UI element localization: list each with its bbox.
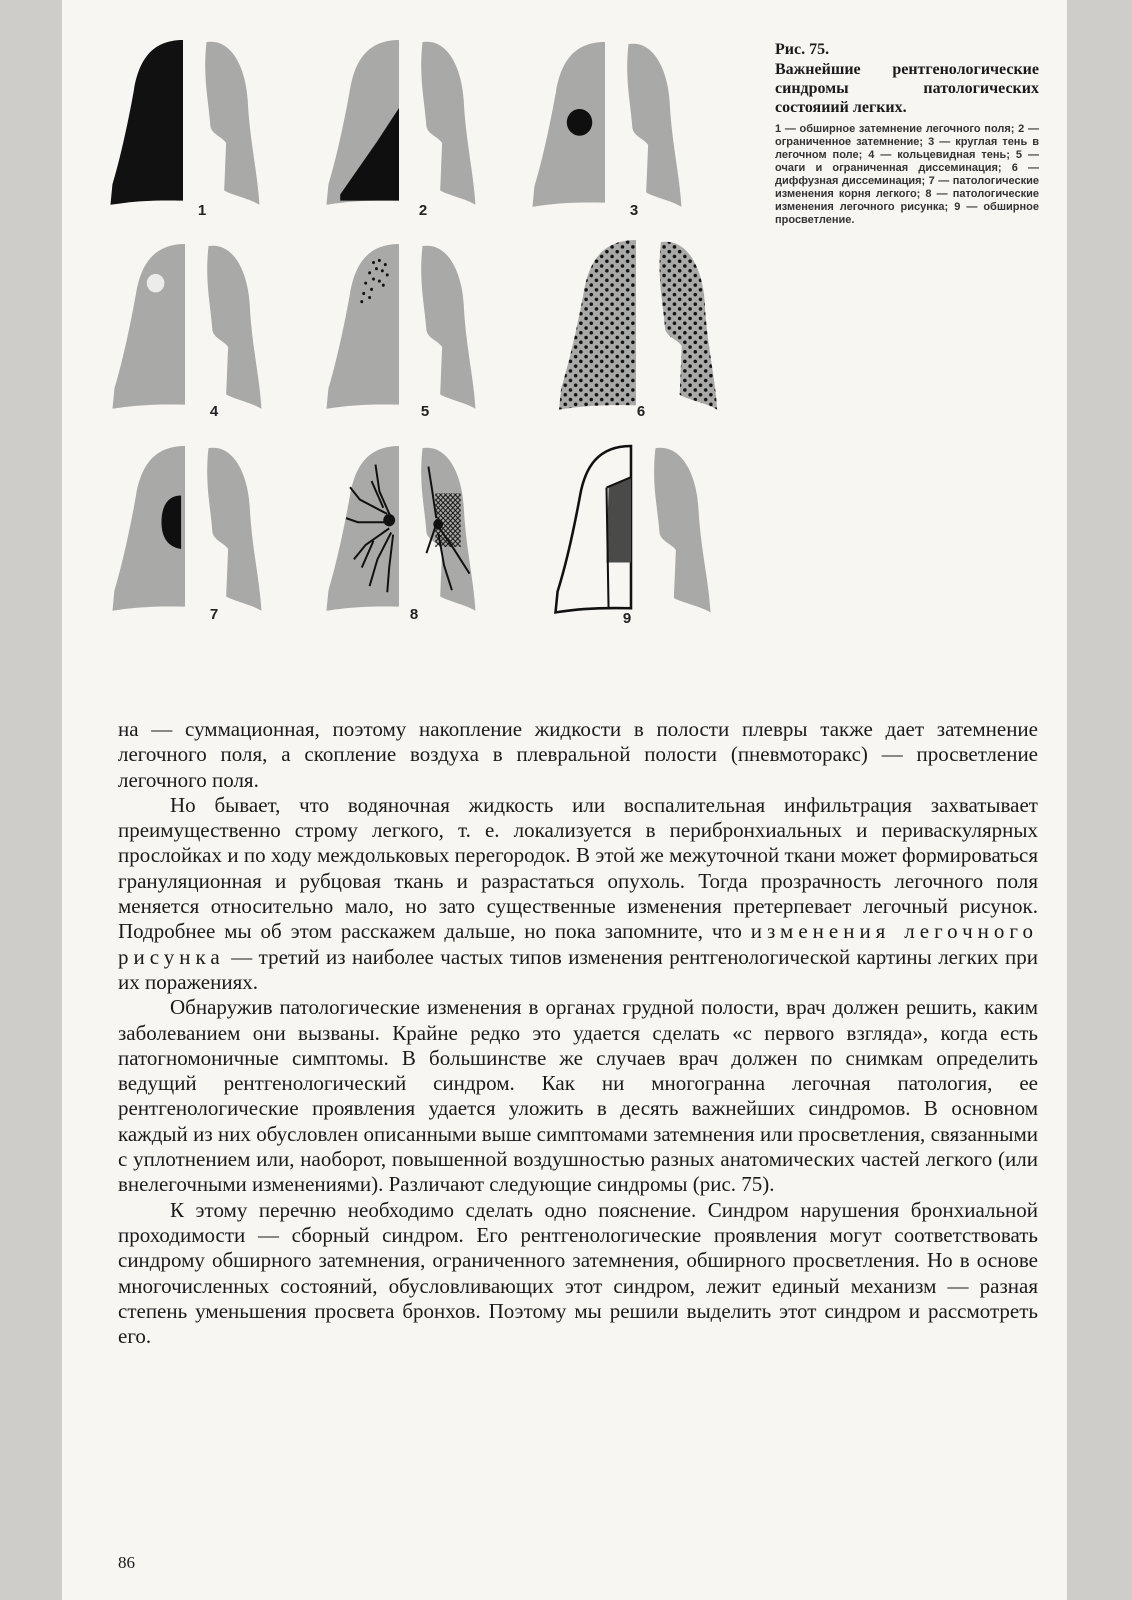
lung-panel-3: [532, 42, 681, 207]
paragraph-1: на — суммационная, поэтому накопление жидкости в полости плевры также дает затемнение легочного поля, а скопление воздуха в плевральной полости (пневмоторакс) — просветление легочного поля.: [118, 717, 1038, 792]
figure-label-4: 4: [209, 403, 219, 420]
emphasis-term: изменения легочного рисунка: [118, 919, 1039, 969]
paragraph-2-start: Но бывает, что водяночная жидкость или воспалительная инфильтрация захватывает преимущественно строму легкого, т. е. локализуется в перибронхиальных и периваскулярных прослойках и по ходу междольковых перегородок. В этой же межуточной ткани может формироваться грануляционная и рубцовая ткань и разрастаться опухоль. Тогда прозрачность легочного поля меняется относительно мало, но зато существенные изменения претерпевает легочный рисунок. Подробнее мы об этом расскажем дальше, но пока запомните, что: [118, 792, 1038, 944]
figure-label-1: 1: [197, 202, 207, 219]
figure-label-9: 9: [622, 610, 632, 627]
figure-label-7: 7: [209, 606, 219, 623]
figure-label-5: 5: [420, 403, 430, 420]
figure-label-8: 8: [409, 606, 419, 623]
lung-panel-5: [326, 244, 475, 409]
paragraph-2: [118, 793, 1038, 995]
lung-panel-2: [326, 40, 475, 205]
figure-subtitle: Важнейшие рентгенологические синдромы патологических состояиий легких.: [775, 61, 1039, 116]
lung-panel-4: [112, 244, 261, 409]
lung-panel-9: [556, 446, 711, 612]
body-text: [118, 717, 1038, 1349]
figure-title: Рис. 75.: [775, 41, 830, 58]
figure-legend: 1 — обширное затемнение легочного поля; 2 — ограниченное затемнение; 3 — круглая тень в легочном поле; 4 — кольцевидная тень; 5 — очаги и ограниченная диссеминация; 6 — диффузная диссеминация; 7 — патологические изменения корня легкого; 8 — патологические изменения легочного рисунка; 9 — обширное просветление.: [775, 123, 1039, 226]
figure-label-2: 2: [418, 202, 428, 219]
page-number: 86: [118, 1553, 135, 1572]
figure-caption: [775, 40, 1039, 227]
paragraph-3: Обнаружив патологические изменения в органах грудной полости, врач должен решить, каким заболеванием они вызваны. Крайне редко это удается сделать «с первого взгляда», когда есть патогномоничные симптомы. В большинстве же случаев врач должен по снимкам определить ведущий рентгенологический синдром. Как ни многогранна легочная патология, ее рентгенологические проявления удается уложить в десять важнейших синдромов. В основном каждый из них обусловлен описанными выше симптомами затемнения или просветления, связанными с уплотнением или, наоборот, повышенной воздушностью разных анатомических частей легкого (или внелегочными изменениями). Различают следующие синдромы (рис. 75).: [118, 995, 1038, 1197]
figure-label-3: 3: [629, 202, 639, 219]
lung-panel-1: [110, 40, 259, 205]
figure-label-6: 6: [636, 403, 646, 420]
lung-panel-8: [326, 446, 475, 611]
paragraph-4: К этому перечню необходимо сделать одно пояснение. Синдром нарушения бронхиальной проходимости — сборный синдром. Его рентгенологические проявления могут соответствовать синдрому обширного затемнения, ограниченного затемнения, обширного просветления. Но в основе многочисленных состояний, обусловливающих этот синдром, лежит единый механизм — разная степень уменьшения просвета бронхов. Поэтому мы решили выделить этот синдром и рассмотреть его.: [118, 1197, 1038, 1349]
lung-panel-6: [559, 240, 717, 410]
paragraph-2-end: — третий из наиболее частых типов изменения рентгенологической картины легких при их поражениях.: [118, 944, 1038, 994]
lung-panel-7: [112, 446, 261, 611]
